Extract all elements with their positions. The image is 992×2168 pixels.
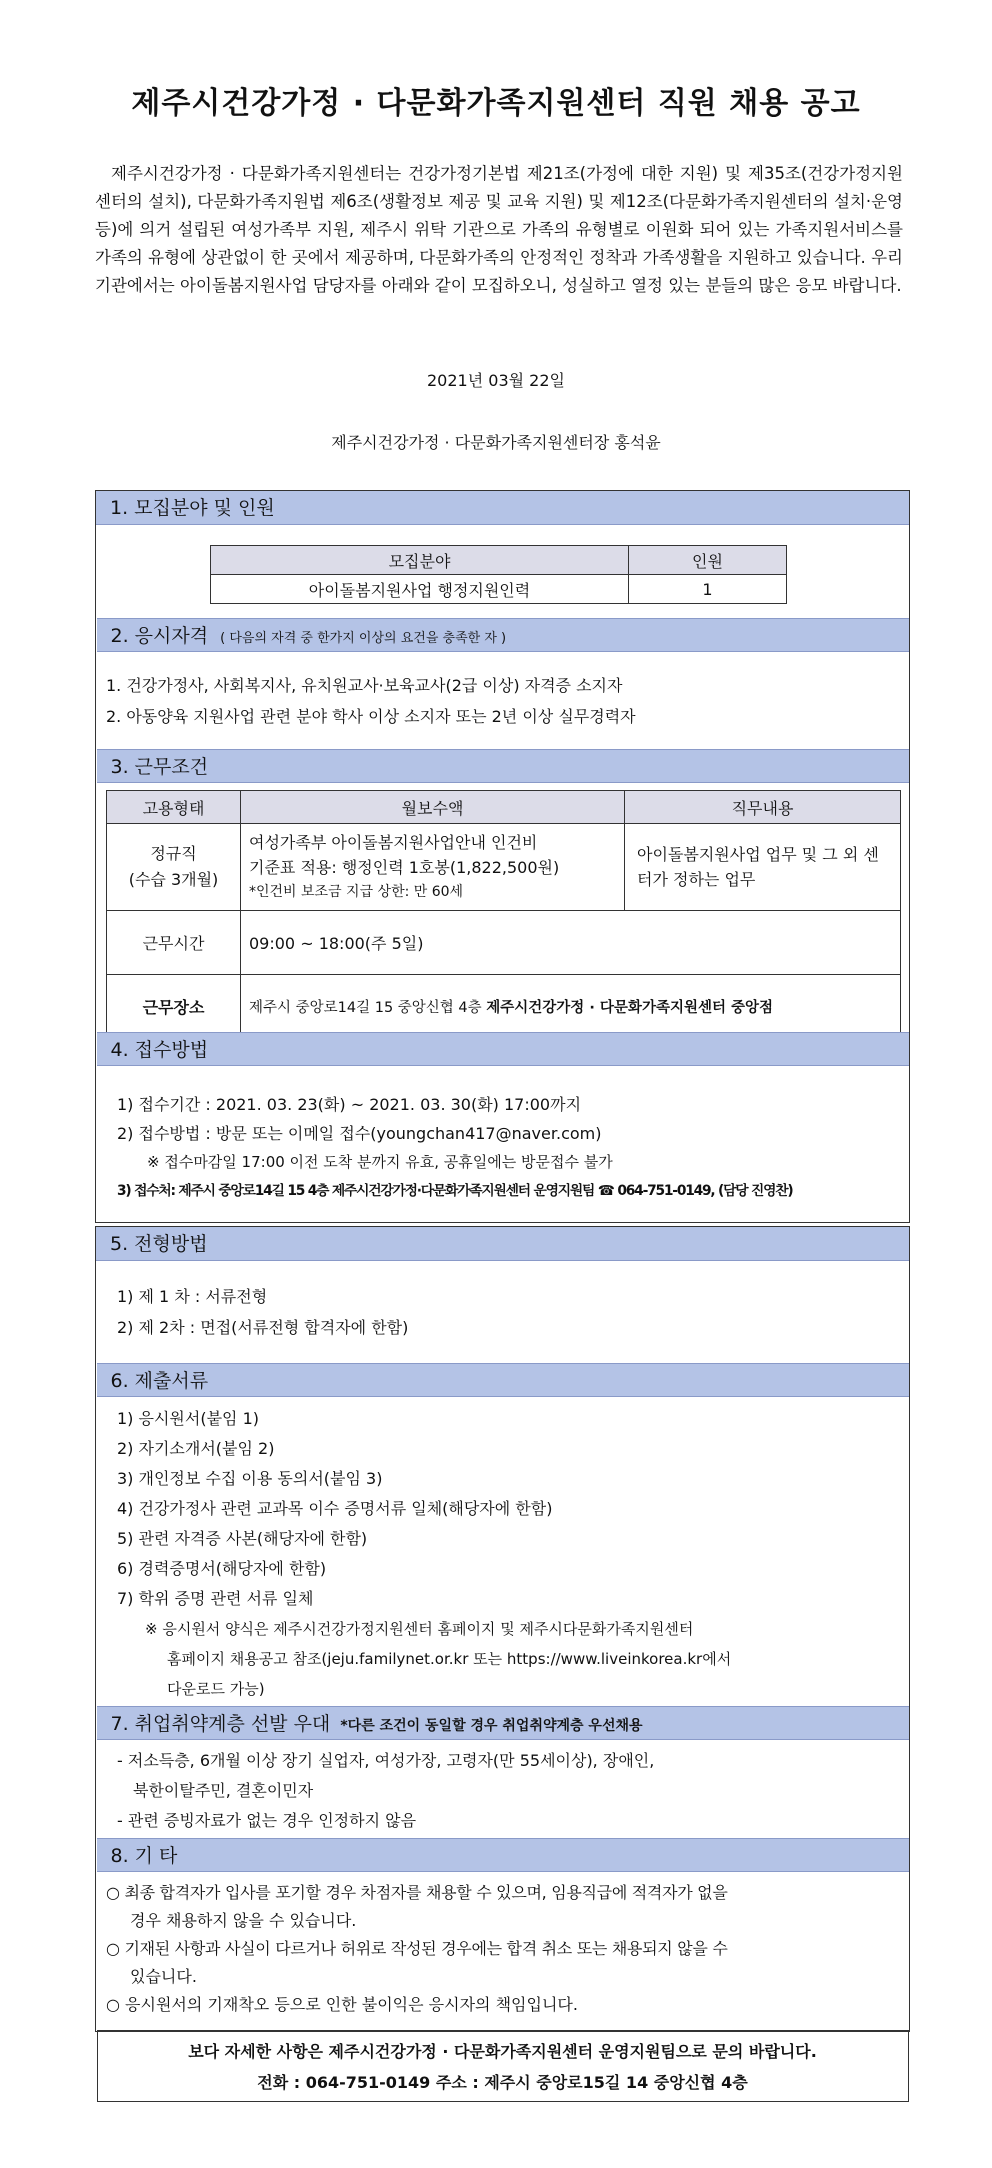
list-item: - 저소득층, 6개월 이상 장기 실업자, 여성가장, 고령자(만 55세이상), 장애인,: [117, 1751, 655, 1770]
list-item: 1) 제 1 차 : 서류전형: [117, 1287, 268, 1306]
list-item: 7) 학위 증명 관련 서류 일체: [117, 1589, 314, 1608]
section-1-header: 1. 모집분야 및 인원: [96, 491, 909, 525]
pay-cell: 여성가족부 아이돌봄지원사업안내 인건비 기준표 적용: 행정인력 1호봉(1,822,500원) *인건비 보조금 지급 상한: 만 60세: [241, 824, 625, 911]
work-hours-value: 09:00 ~ 18:00(주 5일): [241, 911, 901, 975]
selection-list: [117, 1281, 907, 1343]
list-item: ※ 접수마감일 17:00 이전 도착 분까지 유효, 공휴일에는 방문접수 불가: [147, 1153, 613, 1171]
work-hours-label: 근무시간: [107, 911, 241, 975]
priority-list: [117, 1746, 907, 1836]
list-item: 북한이탈주민, 결혼이민자: [133, 1781, 314, 1800]
list-item: 3) 개인정보 수집 이용 동의서(붙임 3): [117, 1469, 383, 1488]
list-item: 1) 접수기간 : 2021. 03. 23(화) ~ 2021. 03. 30(화) 17:00까지: [117, 1095, 582, 1114]
section-4-header: 4. 접수방법: [97, 1032, 909, 1066]
list-item: 2) 접수방법 : 방문 또는 이메일 접수(youngchan417@naver.com): [117, 1124, 602, 1143]
list-item: 6) 경력증명서(해당자에 한함): [117, 1559, 327, 1578]
col-pay-header: 월보수액: [241, 791, 625, 824]
section-7-note: *다른 조건이 동일할 경우 취업취약계층 우선채용: [340, 1718, 643, 1734]
col-count-header: 인원: [629, 546, 787, 575]
list-item: - 관련 증빙자료가 없는 경우 인정하지 않음: [117, 1811, 417, 1830]
section-5-header: 5. 전형방법: [96, 1227, 909, 1261]
section-2-note: ( 다음의 자격 중 한가지 이상의 요건을 충족한 자 ): [220, 631, 507, 646]
col-duty-header: 직무내용: [625, 791, 901, 824]
documents-note: ※ 응시원서 양식은 제주시건강가정지원센터 홈페이지 및 제주시다문화가족지원센터 홈페이지 채용공고 참조(jeju.familynet.or.kr 또는 https://www.liveinkorea.kr에서 다운로드 가능): [145, 1620, 732, 1698]
list-item: ○ 최종 합격자가 입사를 포기할 경우 차점자를 채용할 수 있으며, 임용직급에 적격자가 없을: [106, 1883, 728, 1902]
list-item: 2) 자기소개서(붙임 2): [117, 1439, 275, 1458]
work-conditions-table: [106, 790, 901, 1039]
duty-cell: 아이돌봄지원사업 업무 및 그 외 센터가 정하는 업무: [625, 824, 901, 911]
footer-line-2: 전화 : 064-751-0149 주소 : 제주시 중앙로15길 14 중앙신협 4층: [257, 2073, 748, 2092]
signer: 제주시건강가정 · 다문화가족지원센터장 홍석윤: [331, 433, 661, 452]
section-6-header: 6. 제출서류: [97, 1363, 909, 1397]
other-notes: [106, 1879, 906, 2019]
documents-list: [117, 1404, 907, 1704]
work-place-label: 근무장소: [107, 975, 241, 1039]
list-item: 2) 제 2차 : 면접(서류전형 합격자에 한함): [117, 1318, 409, 1337]
employment-type-cell: 정규직 (수습 3개월): [107, 824, 241, 911]
list-item: 2. 아동양육 지원사업 관련 분야 학사 이상 소지자 또는 2년 이상 실무경력자: [106, 707, 636, 726]
announcement-date: 2021년 03월 22일: [427, 371, 565, 390]
col-field-header: 모집분야: [211, 546, 629, 575]
list-item: 있습니다.: [130, 1967, 197, 1986]
recruitment-table: [210, 545, 787, 604]
work-place-value: 제주시 중앙로14길 15 중앙신협 4층 제주시건강가정 · 다문화가족지원센터 중앙점: [241, 975, 901, 1039]
list-item: 1) 응시원서(붙임 1): [117, 1409, 259, 1428]
application-list: [117, 1090, 907, 1206]
col-type-header: 고용형태: [107, 791, 241, 824]
section-7-header: 7. 취업취약계층 선발 우대 *다른 조건이 동일할 경우 취업취약계층 우선채용: [97, 1706, 909, 1740]
field-cell: 아이돌봄지원사업 행정지원인력: [211, 575, 629, 604]
list-item: 3) 접수처: 제주시 중앙로14길 15 4층 제주시건강가정·다문화가족지원센터 운영지원팀 ☎ 064-751-0149, (담당 진영찬): [117, 1183, 793, 1199]
qualification-list: [106, 670, 896, 732]
section-2-header: 2. 응시자격 ( 다음의 자격 중 한가지 이상의 요건을 충족한 자 ): [97, 618, 909, 652]
list-item: 4) 건강가정사 관련 교과목 이수 증명서류 일체(해당자에 한함): [117, 1499, 553, 1518]
list-item: ○ 기재된 사항과 사실이 다르거나 허위로 작성된 경우에는 합격 취소 또는 채용되지 않을 수: [106, 1939, 728, 1958]
list-item: ○ 응시원서의 기재착오 등으로 인한 불이익은 응시자의 책임입니다.: [106, 1995, 578, 2014]
section-8-header: 8. 기 타: [97, 1838, 909, 1872]
list-item: 경우 채용하지 않을 수 있습니다.: [130, 1911, 357, 1930]
page-title: 제주시건강가정 · 다문화가족지원센터 직원 채용 공고: [131, 86, 861, 121]
list-item: 5) 관련 자격증 사본(해당자에 한함): [117, 1529, 368, 1548]
footer-line-1: 보다 자세한 사항은 제주시건강가정 · 다문화가족지원센터 운영지원팀으로 문의 바랍니다.: [188, 2042, 817, 2061]
section-3-header: 3. 근무조건: [97, 749, 909, 783]
contact-footer: [97, 2030, 909, 2102]
count-cell: 1: [629, 575, 787, 604]
intro-paragraph: 제주시건강가정 · 다문화가족지원센터는 건강가정기본법 제21조(가정에 대한 지원) 및 제35조(건강가정지원센터의 설치), 다문화가족지원법 제6조(생활정보 제공 및 교육 지원) 및 제12조(다문화가족지원센터의 설치·운영 등)에 의거 설립된 여성가족부 지원, 제주시 위탁 기관으로 가족의 유형별로 이원화 되어 있는 가족지원서비스를 가족의 유형에 상관없이 한 곳에서 제공하며, 다문화가족의 안정적인 정착과 가족생활을 지원하고 있습니다. 우리 기관에서는 아이돌봄지원사업 담당자를 아래와 같이 모집하오니, 성실하고 열정 있는 분들의 많은 응모 바랍니다.: [95, 164, 903, 295]
list-item: 1. 건강가정사, 사회복지사, 유치원교사·보육교사(2급 이상) 자격증 소지자: [106, 676, 623, 695]
